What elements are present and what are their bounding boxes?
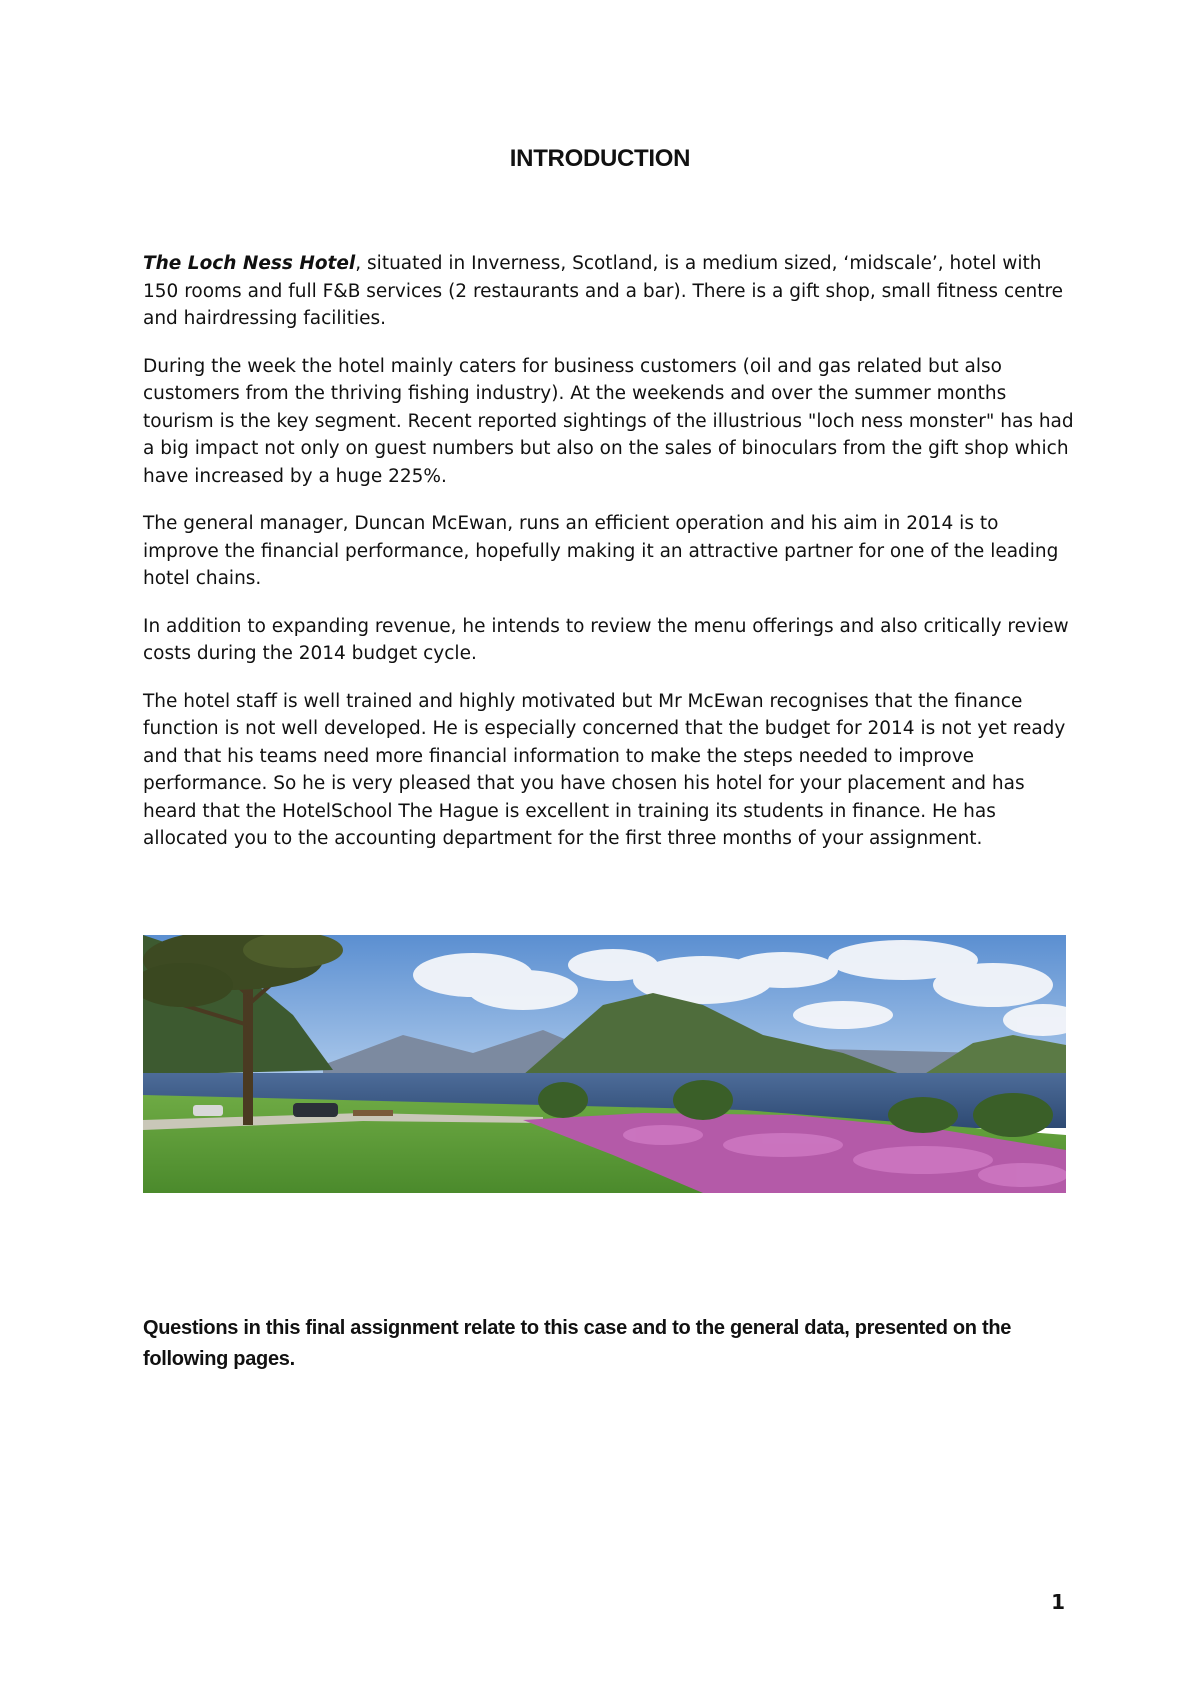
- paragraph-customers: During the week the hotel mainly caters for business customers (oil and gas related but also customers from the thriving fishing industry). At the weekends and over the summer months tourism is the key segment. Recent reported sightings of the illustrious "loch ness monster" has had a big impact not only on guest numbers but also on the sales of binoculars from the gift shop which have increased by a huge 225%.: [143, 355, 1074, 487]
- page-title: INTRODUCTION: [509, 145, 691, 172]
- hotel-name: The Loch Ness Hotel: [143, 253, 356, 274]
- paragraph-staff: The hotel staff is well trained and highly motivated but Mr McEwan recognises that the finance function is not well developed. He is especially concerned that the budget for 2014 is not yet ready and that his teams need more financial information to make the steps needed to improve performance. So he is very pleased that you have chosen his hotel for your placement and has heard that the HotelSchool The Hague is excellent in training its students in finance. He has allocated you to the accounting department for the first three months of your assignment.: [143, 690, 1066, 849]
- loch-landscape-photo: [143, 935, 1066, 1193]
- paragraph-hotel-description-text: , situated in Inverness, Scotland, is a medium sized, ‘midscale’, hotel with 150 rooms and full F&B services (2 restaurants and a bar). There is a gift shop, small fitness centre and hairdressing facilities.: [143, 253, 1064, 329]
- loch-landscape-illustration: [143, 935, 1066, 1193]
- body-text: [143, 250, 1078, 873]
- page-number: 1: [1051, 1590, 1065, 1614]
- paragraph-general-manager: The general manager, Duncan McEwan, runs an efficient operation and his aim in 2014 is to improve the financial performance, hopefully making it an attractive partner for one of the leading hotel chains.: [143, 513, 1059, 589]
- closing-note: Questions in this final assignment relate to this case and to the general data, presented on the following pages.: [143, 1317, 1012, 1370]
- paragraph-revenue: In addition to expanding revenue, he intends to review the menu offerings and also critically review costs during the 2014 budget cycle.: [143, 615, 1069, 664]
- paragraph-hotel-description: [143, 250, 1078, 333]
